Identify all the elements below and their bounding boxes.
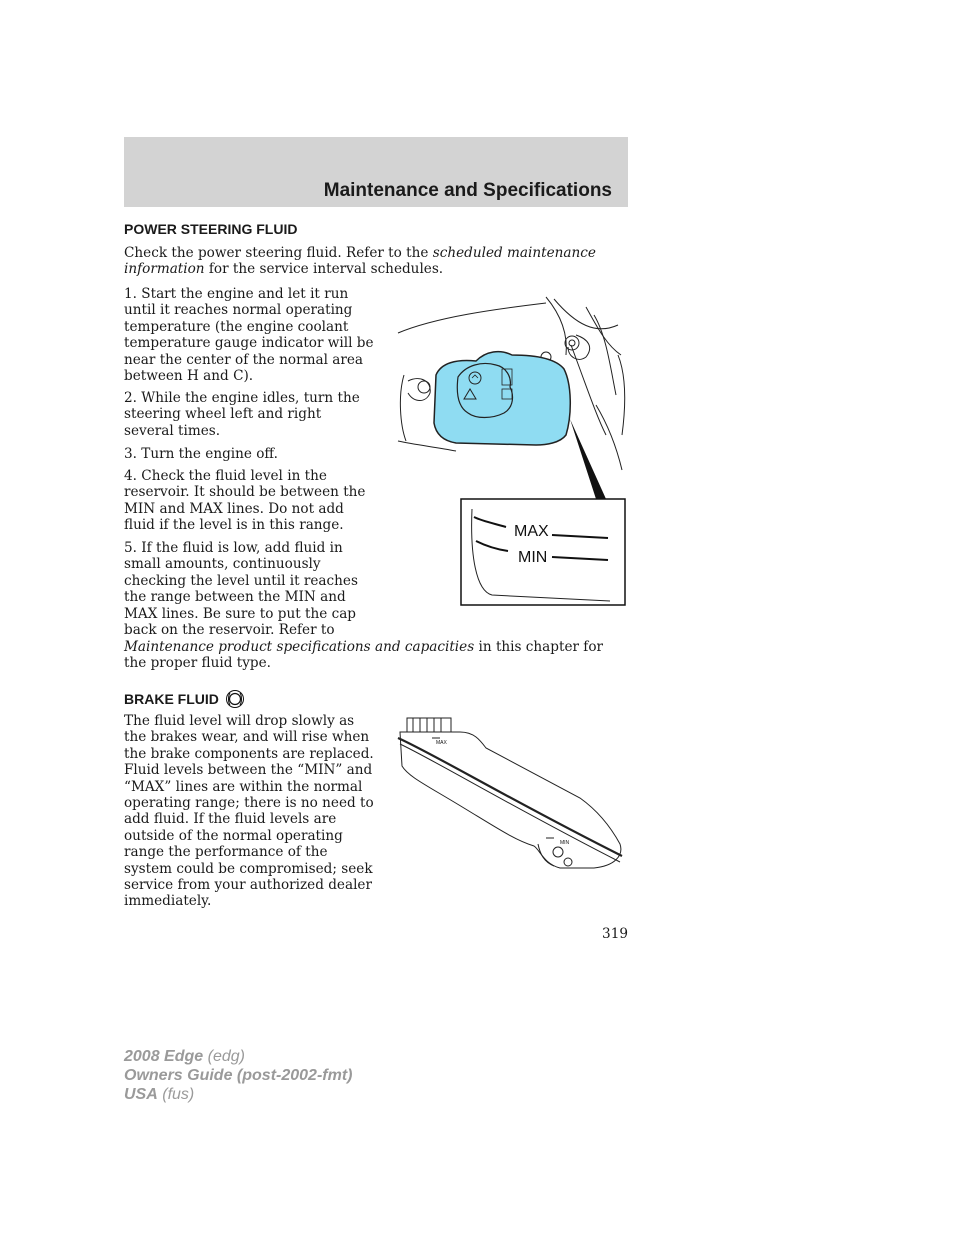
capacities-reference bbox=[124, 639, 629, 672]
step-3: 3. Turn the engine off. bbox=[124, 446, 278, 462]
footer-line-guide bbox=[124, 1066, 352, 1085]
footer-line-model bbox=[124, 1047, 352, 1066]
footer-market: USA bbox=[124, 1086, 158, 1103]
step-1: 1. Start the engine and let it run until it reaches normal operating temperature (the engine coolant temperature gauge indicator will be near the center of the normal area between H and C). bbox=[124, 286, 374, 385]
brake-fluid-body: The fluid level will drop slowly as the brakes wear, and will rise when the brake components are replaced. Fluid levels between the “MIN” and “MAX” lines are within the normal operating range; there is no need to add fluid. If the fluid levels are outside of the normal operating range the performance of the system could be compromised; seek service from your authorized dealer immediately. bbox=[124, 713, 374, 910]
step-2: 2. While the engine idles, turn the steering wheel left and right several times. bbox=[124, 390, 360, 439]
footer-market-code: (fus) bbox=[162, 1086, 195, 1103]
power-steering-reservoir-figure bbox=[396, 295, 628, 607]
ps-min-label: MIN bbox=[518, 549, 548, 566]
footer-model-code: (edg) bbox=[207, 1048, 245, 1065]
step-5: 5. If the fluid is low, add fluid in small amounts, continuously checking the level until it reaches the range between the MIN and MAX lines. Be sure to put the cap back on the reservoir. Refer to bbox=[124, 540, 358, 639]
page-number: 319 bbox=[602, 926, 628, 942]
power-steering-intro bbox=[124, 245, 629, 278]
brake-fluid-reservoir-figure bbox=[394, 714, 628, 874]
intro-italic-reference: scheduled maintenance information bbox=[124, 245, 596, 278]
document-footer bbox=[124, 1047, 352, 1104]
footer-model: 2008 Edge bbox=[124, 1048, 204, 1065]
capacities-reference-after: in this chapter for the proper fluid type. bbox=[124, 639, 604, 672]
section-header-band bbox=[124, 137, 628, 207]
capacities-reference-italic: Maintenance product specifications and capacities bbox=[124, 639, 475, 655]
ps-max-label: MAX bbox=[514, 523, 549, 540]
brake-max-label: MAX bbox=[436, 740, 447, 746]
footer-guide: Owners Guide (post-2002-fmt) bbox=[124, 1067, 353, 1084]
footer-line-market bbox=[124, 1085, 352, 1104]
section-title: Maintenance and Specifications bbox=[323, 180, 612, 201]
brake-fluid-icon bbox=[225, 689, 245, 709]
power-steering-heading: POWER STEERING FLUID bbox=[124, 221, 298, 237]
step-4: 4. Check the fluid level in the reservoir. It should be between the MIN and MAX lines. Do not add fluid if the level is in this range. bbox=[124, 468, 366, 534]
intro-text-before: Check the power steering fluid. Refer to the bbox=[124, 245, 429, 261]
brake-min-label: MIN bbox=[560, 840, 570, 846]
brake-fluid-heading-row bbox=[124, 689, 245, 709]
brake-fluid-heading: BRAKE FLUID bbox=[124, 691, 219, 707]
intro-text-after: for the service interval schedules. bbox=[208, 261, 444, 278]
